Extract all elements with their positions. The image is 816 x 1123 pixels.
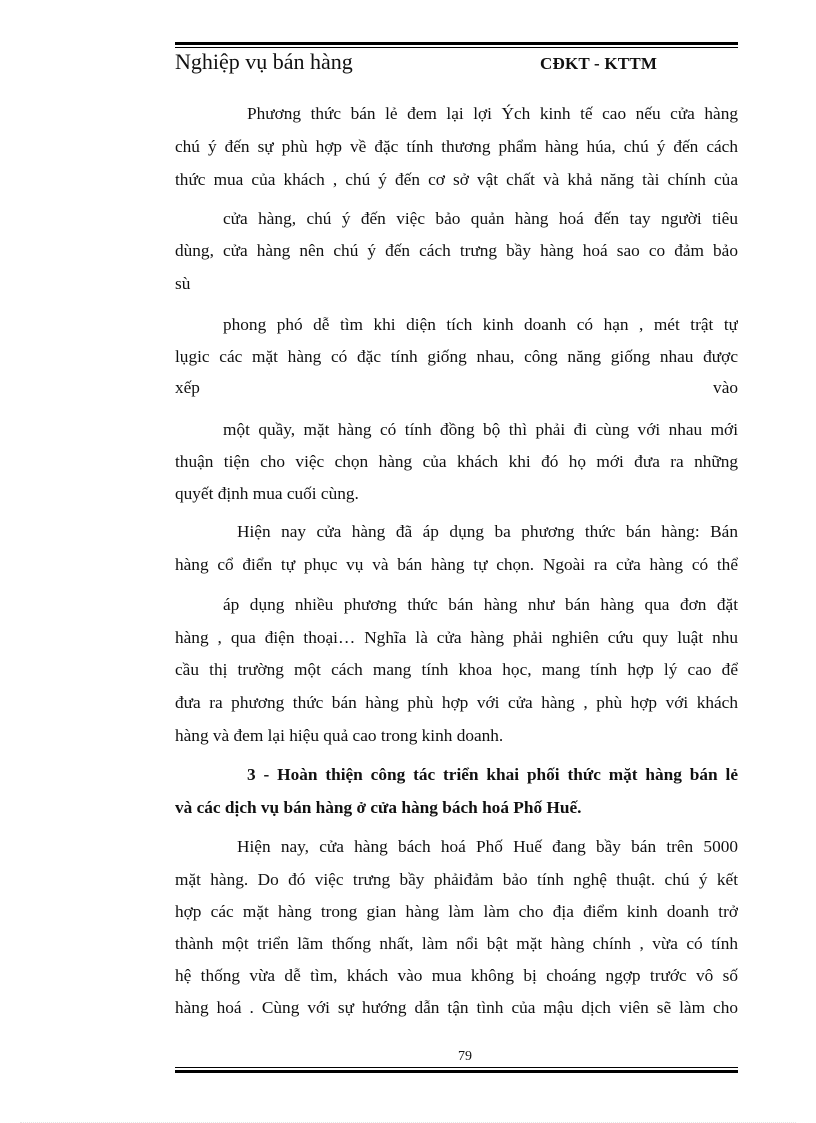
text-line: đưa ra phương thức bán hàng phù hợp với cửa hàng , phù hợp với khách [175, 693, 738, 712]
text-line: hàng cổ điển tự phục vụ và bán hàng tự chọn. Ngoài ra cửa hàng có thể [175, 555, 738, 574]
text-line: phong phó dễ tìm khi diện tích kinh doanh có hạn , mét trật tự [223, 315, 738, 334]
text-line: Hiện nay, cửa hàng bách hoá Phố Huế đang bầy bán trên 5000 [237, 837, 738, 856]
header-department: CĐKT - KTTM [540, 54, 658, 73]
text-line: quyết định mua cuối cùng. [175, 484, 359, 503]
text-line: Phương thức bán lẻ đem lại lợi Ých kinh tế cao nếu cửa hàng [247, 104, 738, 123]
footer-rule-thick [175, 1070, 738, 1073]
text-line: thuận tiện cho việc chọn hàng của khách khi đó họ mới đưa ra những [175, 452, 738, 471]
text-line: một quầy, mặt hàng có tính đồng bộ thì phải đi cùng với nhau mới [223, 420, 738, 439]
text-line: cửa hàng, chú ý đến việc bảo quản hàng hoá đến tay người tiêu [223, 209, 738, 228]
text-line: mặt hàng. Do đó việc trưng bầy phảiđảm bảo tính nghệ thuật. chú ý kết [175, 870, 738, 889]
page-number: 79 [458, 1049, 472, 1064]
header-rule-thick [175, 42, 738, 45]
text-line: dùng, cửa hàng nên chú ý đến cách trưng bầy hàng hoá sao co đảm bảo [175, 241, 738, 260]
text-line: hàng hoá . Cùng với sự hướng dẫn tận tình của mậu dịch viên sẽ làm cho [175, 998, 738, 1017]
text-line: hệ thống vừa dễ tìm, khách vào mua không bị choáng ngợp trước vô số [175, 966, 738, 985]
text-line: Hiện nay cửa hàng đã áp dụng ba phương thức bán hàng: Bán [237, 522, 738, 541]
text-line: cầu thị trường một cách mang tính khoa học, mang tính hợp lý cao để [175, 660, 738, 679]
text-line: thành một triển lãm thống nhất, làm nổi bật mặt hàng chính , vừa có tính [175, 934, 738, 953]
header-title: Nghiệp vụ bán hàng [175, 49, 353, 74]
section-heading: 3 - Hoàn thiện công tác triển khai phối thức mặt hàng bán lẻ [247, 765, 738, 784]
text-line: sù [175, 274, 191, 293]
text-line: thức mua của khách , chú ý đến cơ sở vật chất và khả năng tài chính của [175, 170, 738, 189]
text-line: vào [713, 378, 738, 397]
text-line: chú ý đến sự phù hợp về đặc tính thương phẩm hàng húa, chú ý đến cách [175, 137, 738, 156]
text-line: áp dụng nhiều phương thức bán hàng như bán hàng qua đơn đặt [223, 595, 738, 614]
text-line: hợp các mặt hàng trong gian hàng làm làm cho địa điểm kinh doanh trở [175, 902, 738, 921]
header-rule-thin [175, 47, 738, 48]
text-line: xếp [175, 378, 200, 397]
text-line: lụgic các mặt hàng có đặc tính giống nhau, công năng giống nhau được [175, 347, 738, 366]
section-heading: và các dịch vụ bán hàng ở cửa hàng bách hoá Phố Huế. [175, 798, 582, 817]
text-line: hàng , qua điện thoại… Nghĩa là cửa hàng phải nghiên cứu quy luật nhu [175, 628, 738, 647]
text-line: hàng và đem lại hiệu quả cao trong kinh doanh. [175, 726, 504, 745]
footer-rule-thin [175, 1067, 738, 1068]
